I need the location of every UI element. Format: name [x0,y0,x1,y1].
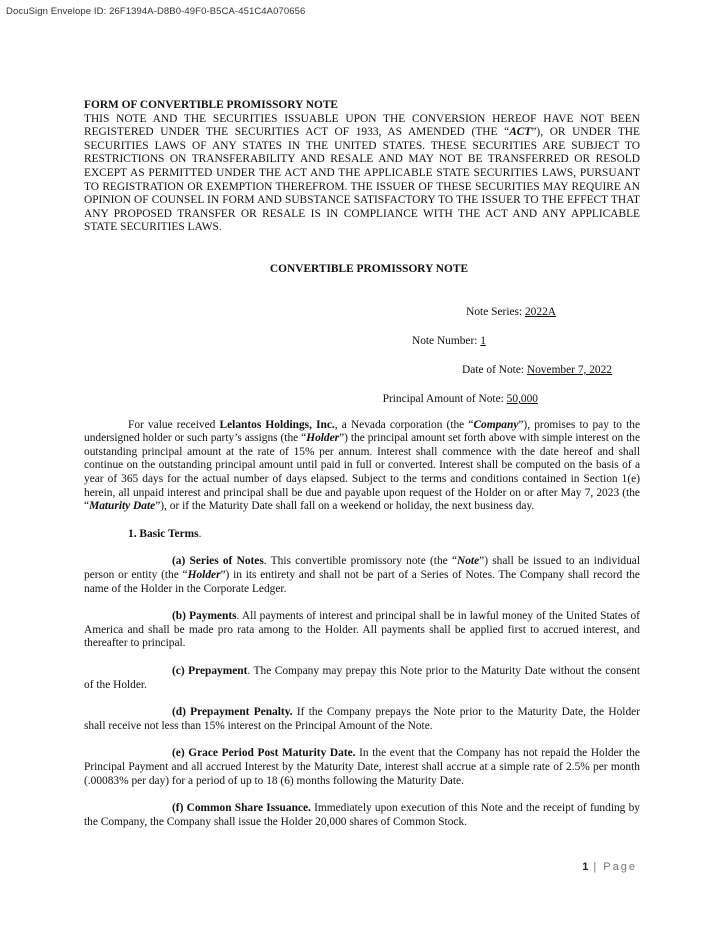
docusign-envelope-id: DocuSign Envelope ID: 26F1394A-D8B0-49F0-B5CA-451C4A070656 [6,6,306,17]
principal-amount-line: Principal Amount of Note: 50,000 [382,393,538,406]
note-number-value: 1 [480,334,486,347]
page-number: 1 [582,861,589,873]
form-title: FORM OF CONVERTIBLE PROMISSORY NOTE [84,99,339,111]
company-defined-term: Company [473,418,519,431]
term-b-payments: (b) Payments. All payments of interest and principal shall be in lawful money of the United States of America and shall be made pro rata among to the Holder. All payments shall be applied first to accrued interest, and thereafter to principal. [84,610,640,650]
note-number-line: Note Number: 1 [411,334,486,347]
note-date-line: Date of Note: November 7, 2022 [462,363,612,376]
intro-paragraph: For value received Lelantos Holdings, Inc., a Nevada corporation (the “Company”), promises to pay to the undersigned holder or such party’s assigns (the “Holder”) the principal amount set forth above with simple interest on the outstanding principal amount at the rate of 15% per annum. Interest shall commence with the date hereof and shall continue on the outstanding principal amount until paid in full or converted. Interest shall be computed on the basis of a year of 365 days for the actual number of days elapsed. Subject to the terms and conditions contained in Section 1(e) herein, all unpaid interest and principal shall be due and payable upon request of the Holder on or after May 7, 2023 (the “Maturity Date”), or if the Maturity Date shall fall on a weekend or holiday, the next business day. [84,418,640,513]
holder-defined-term: Holder [306,432,340,445]
document-page [84,99,640,841]
note-series-line: Note Series: 2022A [466,305,556,318]
legend-text: THIS NOTE AND THE SECURITIES ISSUABLE UPON THE CONVERSION HEREOF HAVE NOT BEEN REGISTERED UNDER THE SECURITIES ACT OF 1933, AS AMENDED (THE “ACT”), OR UNDER THE SECURITIES LAWS OF ANY STATES IN THE UNITED STATES. THESE SECURITIES ARE SUBJECT TO RESTRICTIONS ON TRANSFERABILITY AND RESALE AND MAY NOT BE TRANSFERRED OR RESOLD EXCEPT AS PERMITTED UNDER THE ACT AND THE APPLICABLE STATE SECURITIES LAWS, PURSUANT TO REGISTRATION OR EXEMPTION THEREFROM. THE ISSUER OF THESE SECURITIES MAY REQUIRE AN OPINION OF COUNSEL IN FORM AND SUBSTANCE SATISFACTORY TO THE ISSUER TO THE EFFECT THAT ANY PROPOSED TRANSFER OR RESALE IS IN COMPLIANCE WITH THE ACT AND ANY APPLICABLE STATE SECURITIES LAWS. [84,112,640,234]
term-c-prepayment: (c) Prepayment. The Company may prepay this Note prior to the Maturity Date without the consent of the Holder. [84,665,640,691]
term-e-grace-period: (e) Grace Period Post Maturity Date. In the event that the Company has not repaid the Holder the Principal Payment and all accrued Interest by the Maturity Date, interest shall accrue at a simple rate of 2.5% per month (.00083% per day) for a period of up to 18 (6) months following the Maturity Date. [84,747,640,787]
term-d-prepayment-penalty: (d) Prepayment Penalty. If the Company prepays the Note prior to the Maturity Date, the Holder shall receive not less than 15% interest on the Principal Amount of the Note. [84,706,640,732]
term-a-series-of-notes: (a) Series of Notes. This convertible promissory note (the “Note”) shall be issued to an individual person or entity (the “Holder”) in its entirety and shall not be part of a Series of Notes. The Company shall record the name of the Holder in the Corporate Ledger. [84,555,640,595]
document-title: CONVERTIBLE PROMISSORY NOTE [269,262,469,275]
note-series-value: 2022A [524,305,556,318]
page-footer: 1 | Page [582,861,637,873]
page-label: Page [603,861,637,873]
act-defined-term: ACT [509,126,532,139]
maturity-date-defined-term: Maturity Date [89,500,156,513]
section-basic-terms-heading: 1. Basic Terms. [128,527,202,540]
principal-amount-value: 50,000 [506,393,538,406]
company-name: Lelantos Holdings, Inc. [219,418,335,431]
restrictive-legend [84,99,640,235]
note-date-value: November 7, 2022 [526,363,612,376]
term-f-common-share-issuance: (f) Common Share Issuance. Immediately upon execution of this Note and the receipt of funding by the Company, the Company shall issue the Holder 20,000 shares of Common Stock. [84,802,640,828]
